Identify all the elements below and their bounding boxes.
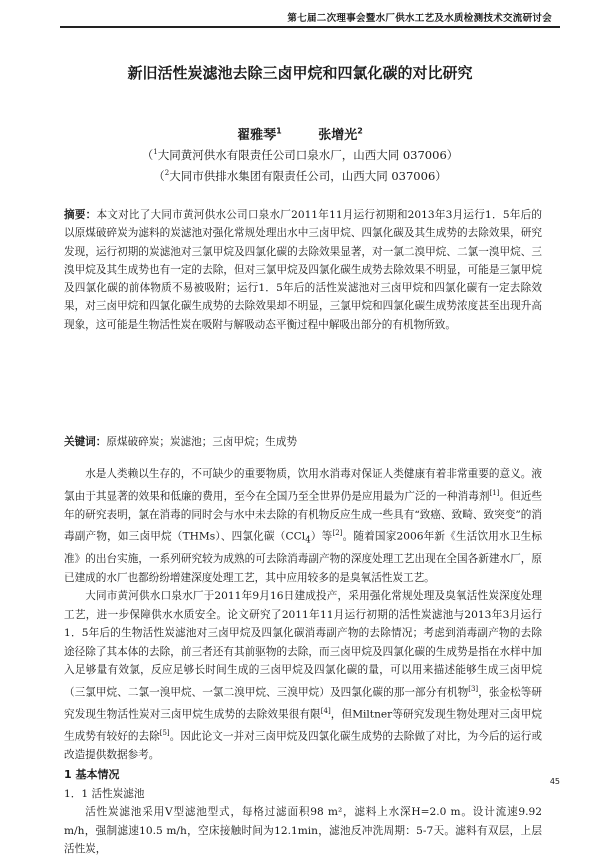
citation: [3] <box>468 684 479 693</box>
keywords-label: 关键词： <box>64 436 107 448</box>
paragraph-text: ，张金松等研究发现生物活性炭对三卤甲烷生成势的去除效果很有限 <box>64 686 543 721</box>
affiliation-text: 大同市供排水集团有限责任公司，山西大同 037006） <box>169 169 447 183</box>
running-head: 第七届二次理事会暨水厂供水工艺及水质检测技术交流研讨会 <box>287 13 552 24</box>
affiliation-1 <box>0 147 600 163</box>
keywords-text: 原煤破碎炭；炭滤池；三卤甲烷；生成势 <box>106 436 298 448</box>
author-affil-mark: 1 <box>276 126 282 136</box>
author-line <box>0 124 600 143</box>
paragraph-text: ，但Miltner等研究发现生物处理对三卤甲烷生成势有较好的去除 <box>64 708 542 743</box>
paper-title: 新旧活性炭滤池去除三卤甲烷和四氯化碳的对比研究 <box>127 64 473 82</box>
abstract-label: 摘要： <box>64 209 97 221</box>
subscript: 4 <box>305 535 311 546</box>
paragraph-text: 。但近些年的研究表明，氯在消毒的同时会与水中未去除的有机物反应生成一些具有“致癌、致畸、致突变”的消毒副产物，如三卤甲烷（THMs）、四氯化碳（CCl <box>64 490 543 543</box>
author-name: 翟雅琴 <box>237 128 277 143</box>
page-number: 45 <box>549 777 560 786</box>
body-paragraph-3: 活性炭滤池采用V型滤池型式，每格过滤面积98 m²，滤料上水深H=2.0 m。设计流速9.92 m/h，强制滤速10.5 m/h，空床接触时间为12.1min，滤池反冲洗周期：5-7天。滤料有双层，上层活性炭， <box>64 806 542 856</box>
paragraph-text: 。随着国家2006年新《生活饮用水卫生标准》的出台实施，一系列研究较为成熟的可去除消毒副产物的深度处理工艺出现在全国各新建水厂，原已建成的水厂也都纷纷增建深度处理工艺，其中应用较多的是臭氧活性炭工艺。 <box>64 530 542 584</box>
author-name: 张增光 <box>318 128 358 143</box>
paragraph-text: 。因此论文一并对三卤甲烷及四氯化碳生成势的去除做了对比，为今后的运行或改造提供数据参考。 <box>64 730 543 761</box>
author-2 <box>318 124 363 143</box>
header-rule <box>60 26 560 28</box>
abstract-text: 本文对比了大同市黄河供水公司口泉水厂2011年11月运行初期和2013年3月运行1．5年后的以原煤破碎炭为滤料的炭滤池对强化常规处理出水中三卤甲烷、四氯化碳及其生成势的去除效果，研究发现，运行初期的炭滤池对三氯甲烷及四氯化碳的去除效果显著，对一氯二溴甲烷、二氯一溴甲烷、三溴甲烷及其生成势也有一定的去除，但对三氯甲烷及四氯化碳生成势去除效果不明显，可能是三氯甲烷及四氯化碳的前体物质不易被吸附；运行1．5年后的活性炭滤池对三卤甲烷和四氯化碳有一定去除效果，对三卤甲烷和四氯化碳生成势的去除效果却不明显，三氯甲烷和四氯化碳生成势浓度甚至出现升高现象，这可能是生物活性炭在吸附与解吸动态平衡过程中解吸出部分的有机物所致。 <box>64 209 543 331</box>
citation: [5] <box>159 728 170 737</box>
citation: [4] <box>320 706 331 715</box>
affiliation-2 <box>0 168 600 184</box>
abstract <box>64 206 542 334</box>
section-heading: 1 基本情况 <box>64 768 120 782</box>
affiliation-text: 大同黄河供水有限责任公司口泉水厂，山西大同 037006） <box>157 148 459 162</box>
citation: [2] <box>332 529 343 538</box>
subsection-heading: 1．1 活性炭滤池 <box>64 787 145 800</box>
paragraph-text: ）等 <box>310 530 333 543</box>
body-paragraph-2 <box>64 587 542 764</box>
affiliation-open-paren: （ <box>141 148 154 162</box>
affiliation-open-paren: （ <box>153 169 165 183</box>
body-text <box>64 465 542 859</box>
paragraph-text: 水是人类赖以生存的，不可缺少的重要物质，饮用水消毒对保证人类健康有着非常重要的意义。液氯由于其显著的效果和低廉的费用，至今在全国乃至全世界仍是应用最为广泛的一种消毒剂 <box>64 468 542 503</box>
paragraph-text: 大同市黄河供水口泉水厂于2011年9月16日建成投产，采用强化常规处理及臭氧活性炭深度处理工艺，进一步保障供水水质安全。论文研究了2011年11月运行初期的活性炭滤池与2013年3月运行1．5年后的生物活性炭滤池对三卤甲烷及四氯化碳消毒副产物的去除情况；考虑到消毒副产物的去除途径除了其本体的去除，前三者还有其前驱物的去除，而三卤甲烷及四氯化碳的生成势是指在水样中加入足够量有效氯，反应足够长时间生成的三卤甲烷及四氯化碳的量，可以用来描述能够生成三卤甲烷（三氯甲烷、二氯一溴甲烷、一氯二溴甲烷、三溴甲烷）及四氯化碳的那一部分有机物 <box>64 590 542 699</box>
affiliation-mark: 1 <box>153 148 158 157</box>
author-affil-mark: 2 <box>357 126 363 136</box>
affiliation-mark: 2 <box>164 169 170 178</box>
keywords <box>64 433 542 451</box>
author-1 <box>237 124 282 143</box>
body-paragraph-1 <box>64 465 542 587</box>
citation: [1] <box>489 488 500 497</box>
